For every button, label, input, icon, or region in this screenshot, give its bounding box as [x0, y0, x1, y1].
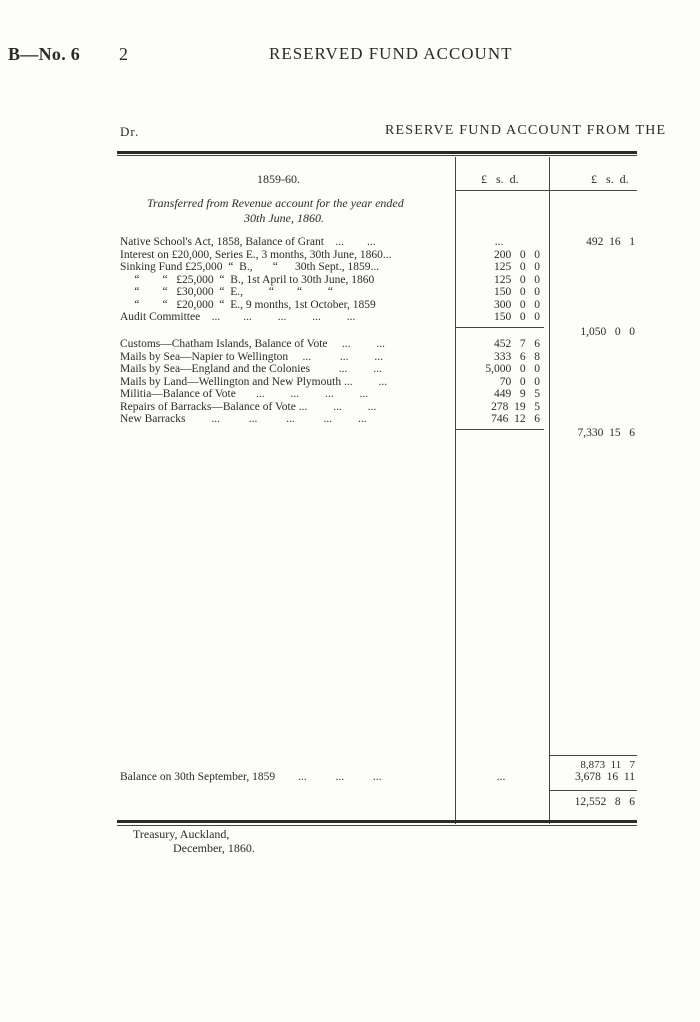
- inner-column-heading: £ s. d.: [481, 172, 519, 186]
- line-item-label: Customs—Chatham Islands, Balance of Vote ... ...: [120, 338, 386, 350]
- outer-column-heading: £ s. d.: [591, 172, 629, 186]
- grand-total-amount: 12,552 8 6: [574, 796, 635, 808]
- debit-label: Dr.: [120, 124, 140, 139]
- line-item-amount: 452 7 6: [494, 338, 540, 350]
- subtotal-rule: [550, 755, 637, 756]
- line-item-amount: 150 0 0: [494, 286, 540, 298]
- line-item-amount: ...: [494, 236, 504, 248]
- line-item-amount: 70 0 0: [499, 375, 540, 388]
- line-item-label: “ “ £30,000 “ E., “ “ “: [120, 286, 334, 298]
- line-item-label: Audit Committee ... ... ... ... ...: [120, 311, 356, 323]
- group-1-total: 1,050 0 0: [580, 326, 635, 338]
- line-item-label: Interest on £20,000, Series E., 3 months, 30th June, 1860...: [120, 248, 392, 261]
- line-item-label: “ “ £25,000 “ B., 1st April to 30th June, 1860: [120, 273, 375, 286]
- table-bottom-rule-inner: [117, 825, 637, 826]
- group-2-total: 7,330 15 6: [577, 427, 635, 439]
- line-item-amount: 5,000 0 0: [485, 363, 540, 375]
- group-2-total-rule: [456, 429, 544, 430]
- line-item-label: New Barracks ... ... ... ... ...: [120, 413, 367, 425]
- line-item-amount: 200 0 0: [494, 248, 540, 261]
- balance-inner-amount: ...: [496, 771, 506, 783]
- line-item-label: Native School's Act, 1858, Balance of Grant ... ...: [120, 236, 376, 248]
- line-item-amount: 449 9 5: [494, 388, 540, 400]
- intro-line-1: Transferred from Revenue account for the year ended: [147, 196, 404, 210]
- line-item-label: “ “ £20,000 “ E., 9 months, 1st October, 1859: [120, 298, 376, 311]
- line-item-amount: 333 6 8: [494, 350, 540, 363]
- table-top-rule: [117, 151, 637, 154]
- grand-total-rule: [550, 790, 637, 791]
- line-item-label: Mails by Land—Wellington and New Plymouth ... ...: [120, 375, 388, 388]
- intro-line-2: 30th June, 1860.: [244, 211, 324, 225]
- footer-line-1: Treasury, Auckland,: [133, 827, 230, 841]
- line-item-amount: 300 0 0: [494, 298, 540, 311]
- table-bottom-rule: [117, 820, 637, 823]
- outer-amount-first: 492 16 1: [586, 236, 635, 248]
- page-title: RESERVED FUND ACCOUNT: [269, 44, 513, 63]
- intro-note: [147, 196, 447, 226]
- footer-line-2: December, 1860.: [173, 841, 255, 855]
- account-title: RESERVE FUND ACCOUNT FROM THE: [385, 123, 667, 138]
- balance-label: Balance on 30th September, 1859 ... ... ...: [120, 771, 382, 783]
- line-item-amount: 278 19 5: [491, 400, 540, 413]
- document-reference: B—No. 6: [8, 44, 81, 64]
- column-divider-middle: [549, 157, 550, 824]
- column-divider-left: [455, 157, 456, 824]
- column-heading-rule: [456, 190, 637, 191]
- line-item-label: Sinking Fund £25,000 “ B., “ 30th Sept., 1859...: [120, 261, 380, 273]
- footer-signoff: [133, 827, 255, 855]
- line-item-amount: 125 0 0: [494, 261, 540, 273]
- line-item-amount: 125 0 0: [494, 273, 540, 286]
- line-item-amount: 150 0 0: [494, 311, 540, 323]
- line-item-label: Repairs of Barracks—Balance of Vote ... ... ...: [120, 400, 377, 413]
- balance-outer-amount: 3,678 16 11: [575, 771, 635, 783]
- line-item-amount: 746 12 6: [491, 413, 540, 425]
- page-number: 2: [119, 44, 128, 64]
- subtotal-amount: 8,873 11 7: [580, 759, 635, 771]
- line-item-label: Mails by Sea—England and the Colonies ... ...: [120, 363, 382, 375]
- line-item-label: Mails by Sea—Napier to Wellington ... ... ...: [120, 350, 384, 363]
- group-1-total-rule: [456, 327, 544, 328]
- table-top-rule-inner: [117, 155, 637, 156]
- period-heading: 1859-60.: [257, 172, 300, 186]
- line-item-label: Militia—Balance of Vote ... ... ... ...: [120, 388, 369, 400]
